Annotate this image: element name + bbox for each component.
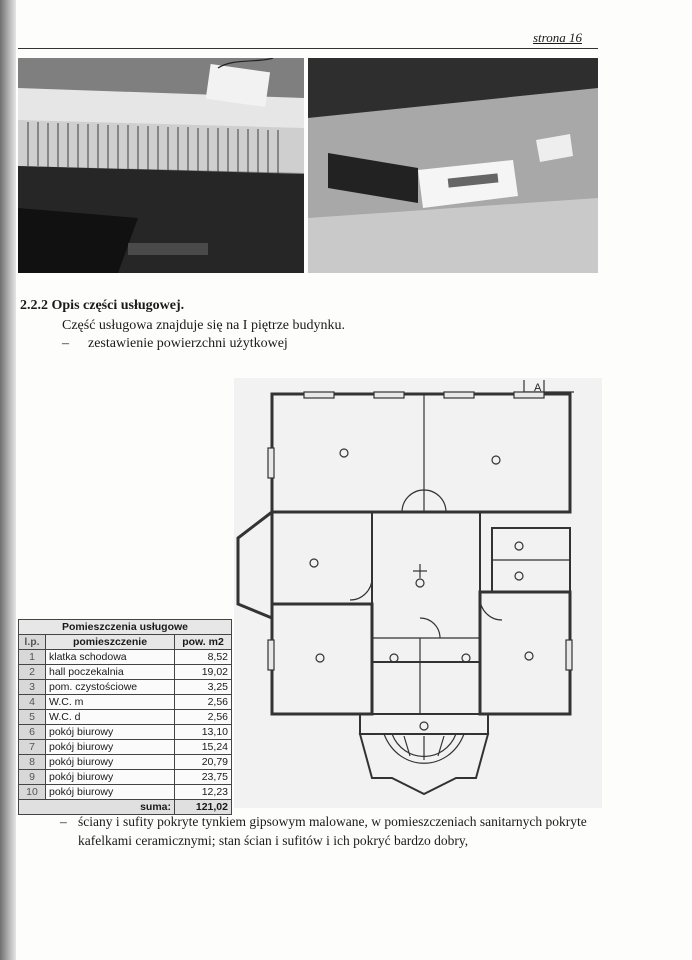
section-title: Opis części usługowej. — [51, 298, 185, 313]
table-row — [19, 665, 232, 680]
header-rule — [18, 48, 598, 49]
row-room: pokój biurowy — [46, 770, 175, 785]
row-lp: 1 — [19, 650, 46, 665]
photo-electrical-box-drawing — [308, 58, 598, 273]
row-room: hall poczekalnia — [46, 665, 175, 680]
row-area: 23,75 — [175, 770, 232, 785]
row-area: 2,56 — [175, 695, 232, 710]
floor-plan-drawing — [234, 378, 602, 808]
table-row — [19, 785, 232, 800]
row-area: 20,79 — [175, 755, 232, 770]
bullet-walls-line1: ściany i sufity pokryte tynkiem gipsowym malowane, w pomieszczeniach sanitarnych pokryte — [78, 814, 587, 829]
row-area: 12,23 — [175, 785, 232, 800]
row-lp: 10 — [19, 785, 46, 800]
table-row — [19, 710, 232, 725]
floor-plan — [234, 378, 602, 808]
row-room: pokój biurowy — [46, 740, 175, 755]
sum-label: suma: — [19, 800, 175, 815]
section-mark-label: A — [534, 382, 542, 394]
row-area: 2,56 — [175, 710, 232, 725]
row-area: 3,25 — [175, 680, 232, 695]
bullet-walls-line2: kafelkami ceramicznymi; stan ścian i sufitów i ich pokryć bardzo dobry, — [78, 833, 469, 848]
row-room: pokój biurowy — [46, 755, 175, 770]
bullet-floor-area-text: zestawienie powierzchni użytkowej — [88, 336, 288, 351]
row-lp: 5 — [19, 710, 46, 725]
page-number: strona 16 — [533, 30, 582, 45]
row-lp: 2 — [19, 665, 46, 680]
bullet-walls — [60, 812, 600, 850]
row-area: 15,24 — [175, 740, 232, 755]
table-row — [19, 770, 232, 785]
column-header-area: pow. m2 — [175, 635, 232, 650]
intro-paragraph: Część usługowa znajduje się na I piętrze budynku. — [62, 318, 346, 333]
sum-value: 121,02 — [175, 800, 232, 815]
row-room: W.C. m — [46, 695, 175, 710]
photo-radiator-drawing — [18, 58, 304, 273]
row-lp: 9 — [19, 770, 46, 785]
dash-marker: – — [62, 336, 69, 351]
table-row — [19, 740, 232, 755]
photo-electrical-box — [308, 58, 598, 273]
row-room: W.C. d — [46, 710, 175, 725]
row-lp: 7 — [19, 740, 46, 755]
table-row — [19, 755, 232, 770]
row-lp: 8 — [19, 755, 46, 770]
row-room: pom. czystościowe — [46, 680, 175, 695]
table-row — [19, 680, 232, 695]
row-lp: 3 — [19, 680, 46, 695]
table-title: Pomieszczenia usługowe — [19, 620, 232, 635]
row-room: klatka schodowa — [46, 650, 175, 665]
dash-marker: – — [60, 814, 67, 829]
column-header-room: pomieszczenie — [46, 635, 175, 650]
area-table — [18, 619, 232, 815]
table-row — [19, 725, 232, 740]
section-heading — [20, 298, 184, 314]
table-header-row — [19, 635, 232, 650]
table-title-row — [19, 620, 232, 635]
page-binding-edge — [0, 0, 16, 960]
row-lp: 4 — [19, 695, 46, 710]
table-row — [19, 695, 232, 710]
row-room: pokój biurowy — [46, 725, 175, 740]
column-header-lp: l.p. — [19, 635, 46, 650]
row-lp: 6 — [19, 725, 46, 740]
table-row — [19, 650, 232, 665]
row-area: 19,02 — [175, 665, 232, 680]
row-area: 13,10 — [175, 725, 232, 740]
row-area: 8,52 — [175, 650, 232, 665]
photo-radiator — [18, 58, 304, 273]
bullet-floor-area — [62, 336, 288, 352]
section-number: 2.2.2 — [20, 298, 48, 313]
row-room: pokój biurowy — [46, 785, 175, 800]
